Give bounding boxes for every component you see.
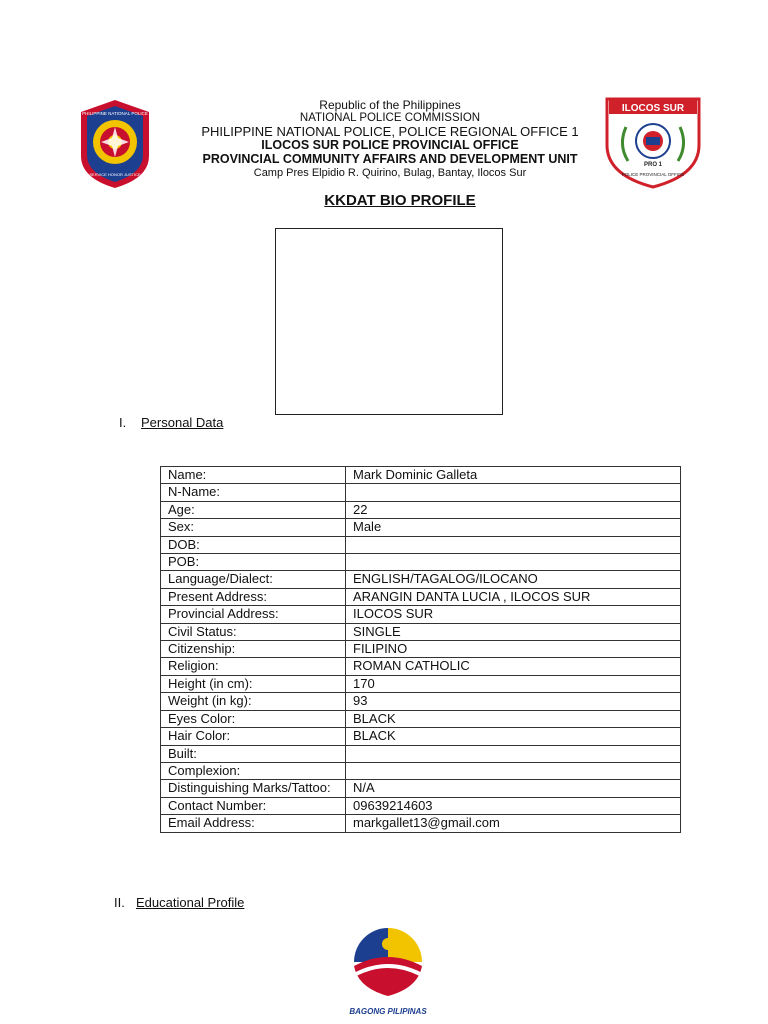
section-personal-data xyxy=(119,415,223,430)
field-label: Age: xyxy=(161,501,346,518)
field-value xyxy=(346,762,681,779)
field-label: Provincial Address: xyxy=(161,606,346,623)
header-address: Camp Pres Elpidio R. Quirino, Bulag, Bantay, Ilocos Sur xyxy=(253,166,527,179)
field-label: Name: xyxy=(161,467,346,484)
field-label: Complexion: xyxy=(161,762,346,779)
field-value: N/A xyxy=(346,780,681,797)
field-value xyxy=(346,554,681,571)
header-provincial-office: ILOCOS SUR POLICE PROVINCIAL OFFICE xyxy=(261,138,519,153)
field-label: POB: xyxy=(161,554,346,571)
pnp-logo-text: PHILIPPINE NATIONAL POLICE xyxy=(82,111,148,116)
table-row xyxy=(161,623,681,640)
field-label: Weight (in kg): xyxy=(161,693,346,710)
field-label: Language/Dialect: xyxy=(161,571,346,588)
field-label: Sex: xyxy=(161,519,346,536)
field-label: Religion: xyxy=(161,658,346,675)
field-label: Civil Status: xyxy=(161,623,346,640)
bagong-pilipinas-logo xyxy=(338,918,438,1020)
field-label: Built: xyxy=(161,745,346,762)
table-row xyxy=(161,710,681,727)
header-pnp-region: PHILIPPINE NATIONAL POLICE, POLICE REGIONAL OFFICE 1 xyxy=(201,123,579,139)
field-value: ROMAN CATHOLIC xyxy=(346,658,681,675)
table-row xyxy=(161,588,681,605)
field-label: Contact Number: xyxy=(161,797,346,814)
field-value: 170 xyxy=(346,675,681,692)
field-value xyxy=(346,745,681,762)
table-row xyxy=(161,745,681,762)
field-label: Distinguishing Marks/Tattoo: xyxy=(161,780,346,797)
table-row xyxy=(161,797,681,814)
field-value: 09639214603 xyxy=(346,797,681,814)
field-value xyxy=(346,484,681,501)
table-row xyxy=(161,519,681,536)
personal-data-table xyxy=(160,466,681,833)
field-label: Eyes Color: xyxy=(161,710,346,727)
ilocos-logo-sub: PRO 1 xyxy=(643,162,663,168)
field-value: ARANGIN DANTA LUCIA , ILOCOS SUR xyxy=(346,588,681,605)
pnp-logo xyxy=(77,98,153,190)
field-value: ENGLISH/TAGALOG/ILOCANO xyxy=(346,571,681,588)
field-value: Mark Dominic Galleta xyxy=(346,467,681,484)
table-row xyxy=(161,780,681,797)
field-value: ILOCOS SUR xyxy=(346,606,681,623)
table-row xyxy=(161,484,681,501)
ilocos-sur-ppo-logo xyxy=(604,97,702,189)
bagong-pilipinas-text: BAGONG PILIPINAS xyxy=(349,1007,427,1016)
table-row xyxy=(161,536,681,553)
section-number: II. xyxy=(114,895,125,910)
ilocos-logo-ring: POLICE PROVINCIAL OFFICE xyxy=(621,172,685,177)
table-row xyxy=(161,501,681,518)
table-row xyxy=(161,675,681,692)
table-row xyxy=(161,606,681,623)
field-value: BLACK xyxy=(346,710,681,727)
section-title: Educational Profile xyxy=(136,895,245,910)
field-label: N-Name: xyxy=(161,484,346,501)
field-value: SINGLE xyxy=(346,623,681,640)
field-label: DOB: xyxy=(161,536,346,553)
field-value: Male xyxy=(346,519,681,536)
field-label: Height (in cm): xyxy=(161,675,346,692)
photo-placeholder xyxy=(275,228,503,415)
table-row xyxy=(161,658,681,675)
table-row xyxy=(161,571,681,588)
table-row xyxy=(161,554,681,571)
table-row xyxy=(161,728,681,745)
pnp-logo-motto: SERVICE HONOR JUSTICE xyxy=(89,172,141,177)
field-value: markgallet13@gmail.com xyxy=(346,815,681,832)
field-label: Citizenship: xyxy=(161,641,346,658)
section-educational-profile xyxy=(114,895,244,910)
table-row xyxy=(161,641,681,658)
letterhead xyxy=(180,99,600,179)
header-republic: Republic of the Philippines xyxy=(319,98,461,112)
section-number: I. xyxy=(119,415,127,430)
field-value: FILIPINO xyxy=(346,641,681,658)
field-label: Email Address: xyxy=(161,815,346,832)
table-row xyxy=(161,467,681,484)
ilocos-logo-banner: ILOCOS SUR xyxy=(621,103,685,114)
header-unit: PROVINCIAL COMMUNITY AFFAIRS AND DEVELOPMENT UNIT xyxy=(202,151,578,166)
field-value: 22 xyxy=(346,501,681,518)
field-value: 93 xyxy=(346,693,681,710)
document-title: KKDAT BIO PROFILE xyxy=(324,192,476,209)
header-napolcom: NATIONAL POLICE COMMISSION xyxy=(299,112,481,125)
field-label: Present Address: xyxy=(161,588,346,605)
table-row xyxy=(161,815,681,832)
section-title: Personal Data xyxy=(141,415,224,430)
field-label: Hair Color: xyxy=(161,728,346,745)
table-row xyxy=(161,762,681,779)
field-value xyxy=(346,536,681,553)
field-value: BLACK xyxy=(346,728,681,745)
table-row xyxy=(161,693,681,710)
